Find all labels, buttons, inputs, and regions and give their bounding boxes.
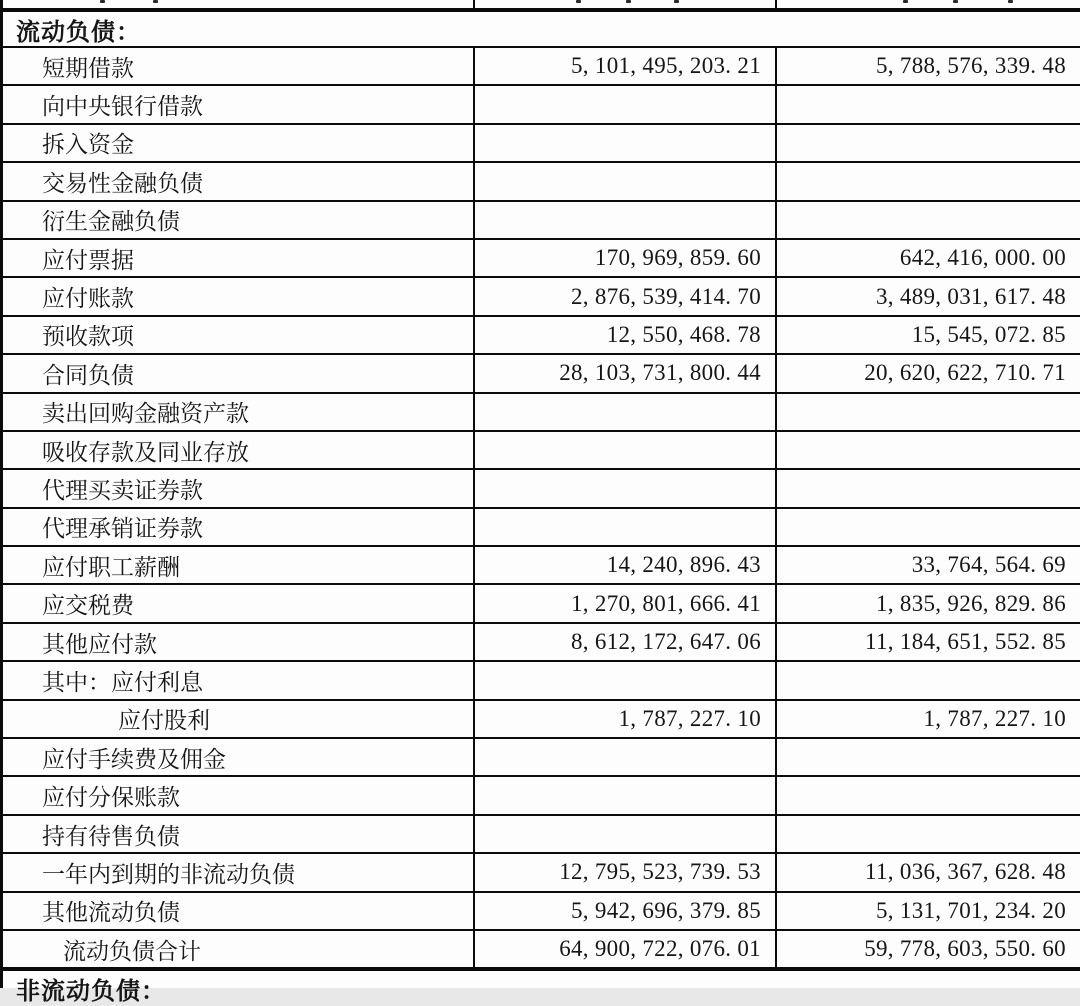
value-beginning-balance: 5, 788, 576, 339. 48	[775, 48, 1080, 84]
row-label: 其他应付款	[42, 631, 157, 657]
value-beginning-balance: 15, 545, 072. 85	[775, 317, 1080, 353]
row-label: 向中央银行借款	[42, 94, 203, 120]
table-row	[3, 355, 1080, 393]
table-row	[3, 240, 1080, 278]
value-ending-balance: 12, 550, 468. 78	[473, 317, 775, 353]
table-row	[3, 509, 1080, 547]
value-ending-balance	[473, 662, 775, 698]
table-row	[3, 86, 1080, 124]
row-label: 代理承销证券款	[42, 516, 203, 542]
value-beginning-balance	[775, 470, 1080, 506]
value-ending-balance	[473, 777, 775, 813]
table-row	[3, 893, 1080, 931]
value-beginning-balance: 11, 184, 651, 552. 85	[775, 624, 1080, 660]
table-row	[3, 931, 1080, 971]
column-divider	[473, 0, 475, 8]
balance-sheet-table	[3, 48, 1080, 971]
value-beginning-balance: 1, 787, 227. 10	[775, 701, 1080, 737]
clipped-text-remnant	[576, 0, 581, 3]
section-header-noncurrent-liabilities	[3, 971, 1080, 1005]
value-beginning-balance: 59, 778, 603, 550. 60	[775, 931, 1080, 967]
value-beginning-balance	[775, 432, 1080, 468]
value-ending-balance: 12, 795, 523, 739. 53	[473, 854, 775, 890]
clipped-header-row	[3, 0, 1080, 8]
value-beginning-balance	[775, 163, 1080, 199]
value-beginning-balance: 1, 835, 926, 829. 86	[775, 585, 1080, 621]
table-row	[3, 816, 1080, 854]
row-label: 应付手续费及佣金	[42, 746, 226, 772]
clipped-text-remnant	[953, 0, 958, 3]
row-label: 应付股利	[118, 708, 210, 734]
table-row	[3, 701, 1080, 739]
value-beginning-balance	[775, 662, 1080, 698]
table-row	[3, 585, 1080, 623]
row-label: 应付职工薪酬	[42, 554, 180, 580]
value-ending-balance: 2, 876, 539, 414. 70	[473, 278, 775, 314]
row-label: 流动负债合计	[63, 938, 201, 964]
value-beginning-balance	[775, 86, 1080, 122]
value-beginning-balance	[775, 509, 1080, 545]
value-ending-balance: 1, 270, 801, 666. 41	[473, 585, 775, 621]
clipped-text-remnant	[626, 0, 631, 3]
row-label: 衍生金融负债	[42, 209, 180, 235]
row-label: 合同负债	[42, 362, 134, 388]
value-beginning-balance	[775, 394, 1080, 430]
value-beginning-balance	[775, 125, 1080, 161]
table-row	[3, 854, 1080, 892]
value-ending-balance: 5, 942, 696, 379. 85	[473, 893, 775, 929]
row-label: 应付分保账款	[42, 785, 180, 811]
row-label: 拆入资金	[42, 132, 134, 158]
row-label: 其他流动负债	[42, 900, 180, 926]
value-ending-balance	[473, 470, 775, 506]
section-header-label: 流动负债：	[16, 19, 141, 46]
table-row	[3, 547, 1080, 585]
value-ending-balance	[473, 816, 775, 852]
value-ending-balance	[473, 86, 775, 122]
value-ending-balance: 8, 612, 172, 647. 06	[473, 624, 775, 660]
value-beginning-balance	[775, 202, 1080, 238]
table-row	[3, 739, 1080, 777]
value-beginning-balance: 642, 416, 000. 00	[775, 240, 1080, 276]
clipped-text-remnant	[674, 0, 679, 3]
clipped-text-remnant	[100, 0, 105, 3]
row-label: 交易性金融负债	[42, 170, 203, 196]
value-beginning-balance	[775, 777, 1080, 813]
value-ending-balance: 5, 101, 495, 203. 21	[473, 48, 775, 84]
value-beginning-balance: 3, 489, 031, 617. 48	[775, 278, 1080, 314]
value-beginning-balance	[775, 739, 1080, 775]
table-row	[3, 624, 1080, 662]
value-ending-balance	[473, 739, 775, 775]
row-label: 吸收存款及同业存放	[42, 439, 249, 465]
row-label: 代理买卖证券款	[42, 477, 203, 503]
section-header-current-liabilities	[3, 12, 1080, 48]
row-label: 卖出回购金融资产款	[42, 401, 249, 427]
row-label: 其中：应付利息	[42, 669, 203, 695]
table-row	[3, 202, 1080, 240]
row-label: 一年内到期的非流动负债	[42, 861, 295, 887]
row-label: 应付账款	[42, 286, 134, 312]
value-beginning-balance: 20, 620, 622, 710. 71	[775, 355, 1080, 391]
value-ending-balance	[473, 125, 775, 161]
value-beginning-balance: 33, 764, 564. 69	[775, 547, 1080, 583]
value-ending-balance	[473, 432, 775, 468]
value-ending-balance: 14, 240, 896. 43	[473, 547, 775, 583]
value-beginning-balance	[775, 816, 1080, 852]
section-header-label: 非流动负债：	[16, 978, 166, 1005]
table-row	[3, 125, 1080, 163]
value-ending-balance: 170, 969, 859. 60	[473, 240, 775, 276]
row-label: 应付票据	[42, 247, 134, 273]
table-row	[3, 48, 1080, 86]
row-label: 预收款项	[42, 324, 134, 350]
table-row	[3, 662, 1080, 700]
value-ending-balance: 1, 787, 227. 10	[473, 701, 775, 737]
row-label: 应交税费	[42, 593, 134, 619]
value-ending-balance	[473, 509, 775, 545]
table-row	[3, 317, 1080, 355]
table-row	[3, 432, 1080, 470]
value-ending-balance: 64, 900, 722, 076. 01	[473, 931, 775, 967]
value-ending-balance: 28, 103, 731, 800. 44	[473, 355, 775, 391]
clipped-text-remnant	[903, 0, 908, 3]
value-ending-balance	[473, 202, 775, 238]
clipped-text-remnant	[1008, 0, 1013, 3]
table-row	[3, 394, 1080, 432]
row-label: 持有待售负债	[42, 823, 180, 849]
clipped-text-remnant	[153, 0, 158, 3]
value-ending-balance	[473, 394, 775, 430]
row-label: 短期借款	[42, 55, 134, 81]
table-row	[3, 278, 1080, 316]
column-divider	[775, 0, 777, 8]
value-beginning-balance: 11, 036, 367, 628. 48	[775, 854, 1080, 890]
table-row	[3, 470, 1080, 508]
table-row	[3, 163, 1080, 201]
table-row	[3, 777, 1080, 815]
value-beginning-balance: 5, 131, 701, 234. 20	[775, 893, 1080, 929]
value-ending-balance	[473, 163, 775, 199]
